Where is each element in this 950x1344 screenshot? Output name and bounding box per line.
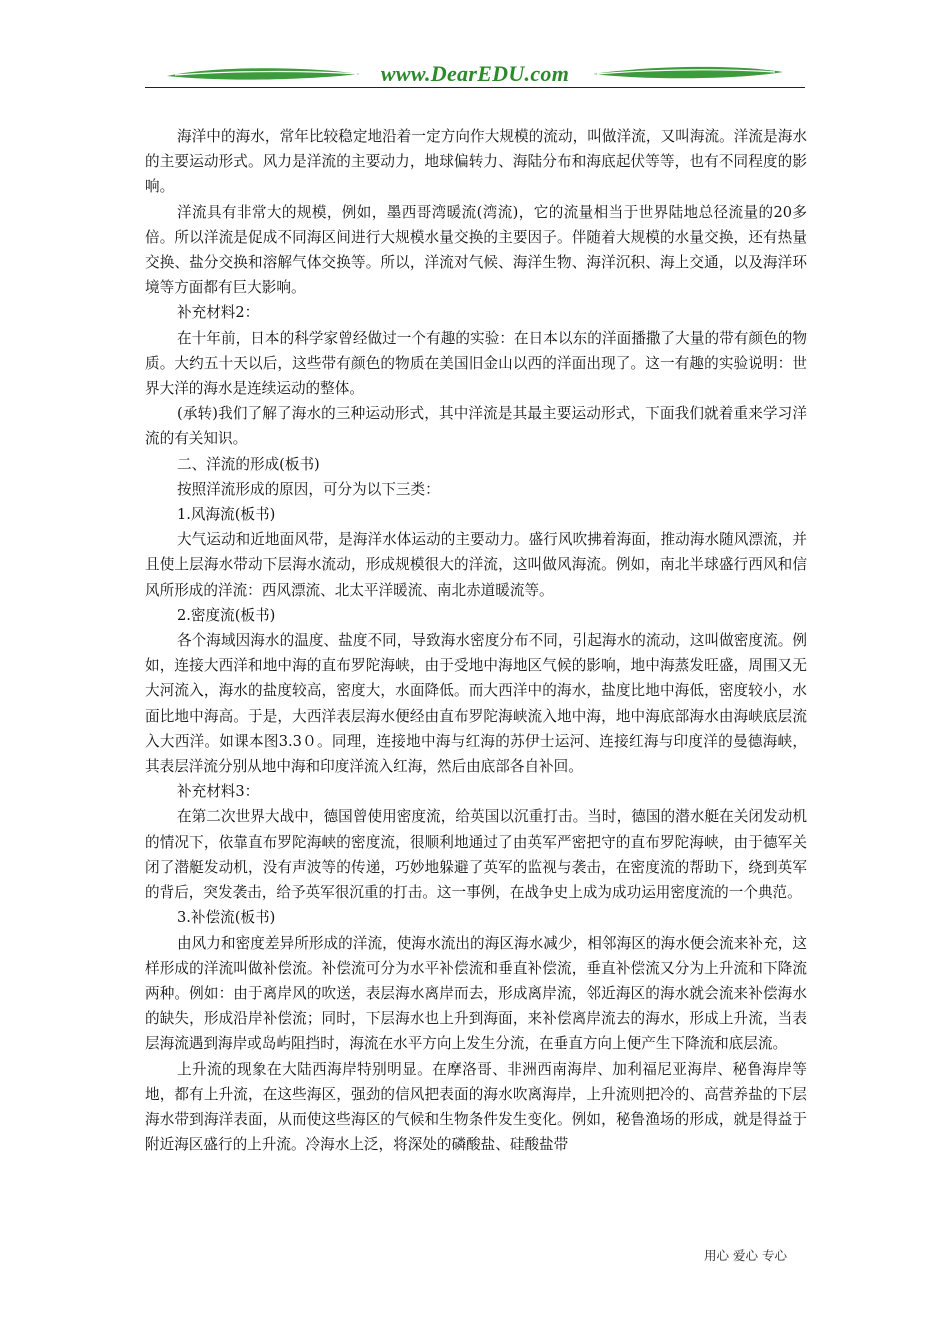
paragraph: 按照洋流形成的原因，可分为以下三类： bbox=[177, 480, 440, 498]
section-heading: 二、洋流的形成(板书) bbox=[177, 455, 320, 473]
subsection-heading: 1.风海流(板书) bbox=[177, 506, 276, 524]
paragraph: (承转)我们了解了海水的三种运动形式，其中洋流是其最主要运动形式，下面我们就着重来学习洋流的有关知识。 bbox=[145, 405, 807, 448]
header-divider bbox=[145, 87, 805, 88]
site-logo-text: www.DearEDU.com bbox=[380, 61, 570, 86]
paragraph: 各个海域因海水的温度、盐度不同，导致海水密度分布不同，引起海水的流动，这叫做密度流。例如，连接大西洋和地中海的直布罗陀海峡，由于受地中海地区气候的影响，地中海蒸发旺盛，周围又无大河流入，海水的盐度较高，密度大，水面降低。而大西洋中的海水，盐度比地中海低，密度较小，水面比地中海高。于是，大西洋表层海水便经由直布罗陀海峡流入地中海，地中海底部海水由海峡底层流入大西洋。如课本图3.3０。同理，连接地中海与红海的苏伊士运河、连接红海与印度洋的曼德海峡，其表层洋流分别从地中海和印度洋流入红海，然后由底部各自补回。 bbox=[145, 632, 807, 776]
paragraph: 上升流的现象在大陆西海岸特别明显。在摩洛哥、非洲西南海岸、加利福尼亚海岸、秘鲁海岸等地，都有上升流，在这些海区，强劲的信风把表面的海水吹离海岸，上升流则把冷的、高营养盐的下层海水带到海洋表面，从而使这些海区的气候和生物条件发生变化。例如，秘鲁渔场的形成，就是得益于附近海区盛行的上升流。冷海水上泛，将深处的磷酸盐、硅酸盐带 bbox=[145, 1060, 807, 1154]
subsection-heading: 3.补偿流(板书) bbox=[177, 909, 276, 927]
site-header bbox=[145, 58, 805, 90]
paragraph: 在十年前，日本的科学家曾经做过一个有趣的实验：在日本以东的洋面播撒了大量的带有颜色的物质。大约五十天以后，这些带有颜色的物质在美国旧金山以西的洋面出现了。这一有趣的实验说明：世界大洋的海水是连续运动的整体。 bbox=[145, 329, 807, 398]
paragraph: 海洋中的海水，常年比较稳定地沿着一定方向作大规模的流动，叫做洋流，又叫海流。洋流是海水的主要运动形式。风力是洋流的主要动力，地球偏转力、海陆分布和海底起伏等等，也有不同程度的影响。 bbox=[145, 128, 807, 196]
page-footer: 用心 爱心 专心 bbox=[704, 1248, 787, 1263]
paragraph: 洋流具有非常大的规模，例如，墨西哥湾暖流(湾流)，它的流量相当于世界陆地总径流量的20多倍。所以洋流是促成不同海区间进行大规模水量交换的主要因子。伴随着大规模的水量交换，还有热量交换、盐分交换和溶解气体交换等。所以，洋流对气候、海洋生物、海洋沉积、海上交通，以及海洋环境等方面都有巨大影响。 bbox=[145, 203, 807, 297]
paragraph: 补充材料2： bbox=[177, 304, 260, 322]
document-body bbox=[145, 124, 807, 1157]
paragraph: 由风力和密度差异所形成的洋流，使海水流出的海区海水减少，相邻海区的海水便会流来补充，这样形成的洋流叫做补偿流。补偿流可分为水平补偿流和垂直补偿流，垂直补偿流又分为上升流和下降流两种。例如：由于离岸风的吹送，表层海水离岸而去，形成离岸流，邻近海区的海水就会流来补偿海水的缺失，形成沿岸补偿流；同时，下层海水也上升到海面，来补偿离岸流去的海水，形成上升流，当表层海流遇到海岸或岛屿阻挡时，海流在水平方向上发生分流，在垂直方向上便产生下降流和底层流。 bbox=[145, 934, 807, 1053]
paragraph: 大气运动和近地面风带，是海洋水体运动的主要动力。盛行风吹拂着海面，推动海水随风漂流，并且使上层海水带动下层海水流动，形成规模很大的洋流，这叫做风海流。例如，南北半球盛行西风和信风所形成的洋流：西风漂流、北太平洋暖流、南北赤道暖流等。 bbox=[145, 531, 807, 599]
paragraph: 补充材料3： bbox=[177, 783, 260, 801]
paragraph: 在第二次世界大战中，德国曾使用密度流，给英国以沉重打击。当时，德国的潜水艇在关闭发动机的情况下，依靠直布罗陀海峡的密度流，很顺利地通过了由英军严密把守的直布罗陀海峡，由于德军关闭了潜艇发动机，没有声波等的传递，巧妙地躲避了英军的监视与袭击，在密度流的帮助下，绕到英军的背后，突发袭击，给予英军很沉重的打击。这一事例，在战争史上成为成功运用密度流的一个典范。 bbox=[145, 808, 807, 902]
subsection-heading: 2.密度流(板书) bbox=[177, 606, 276, 624]
